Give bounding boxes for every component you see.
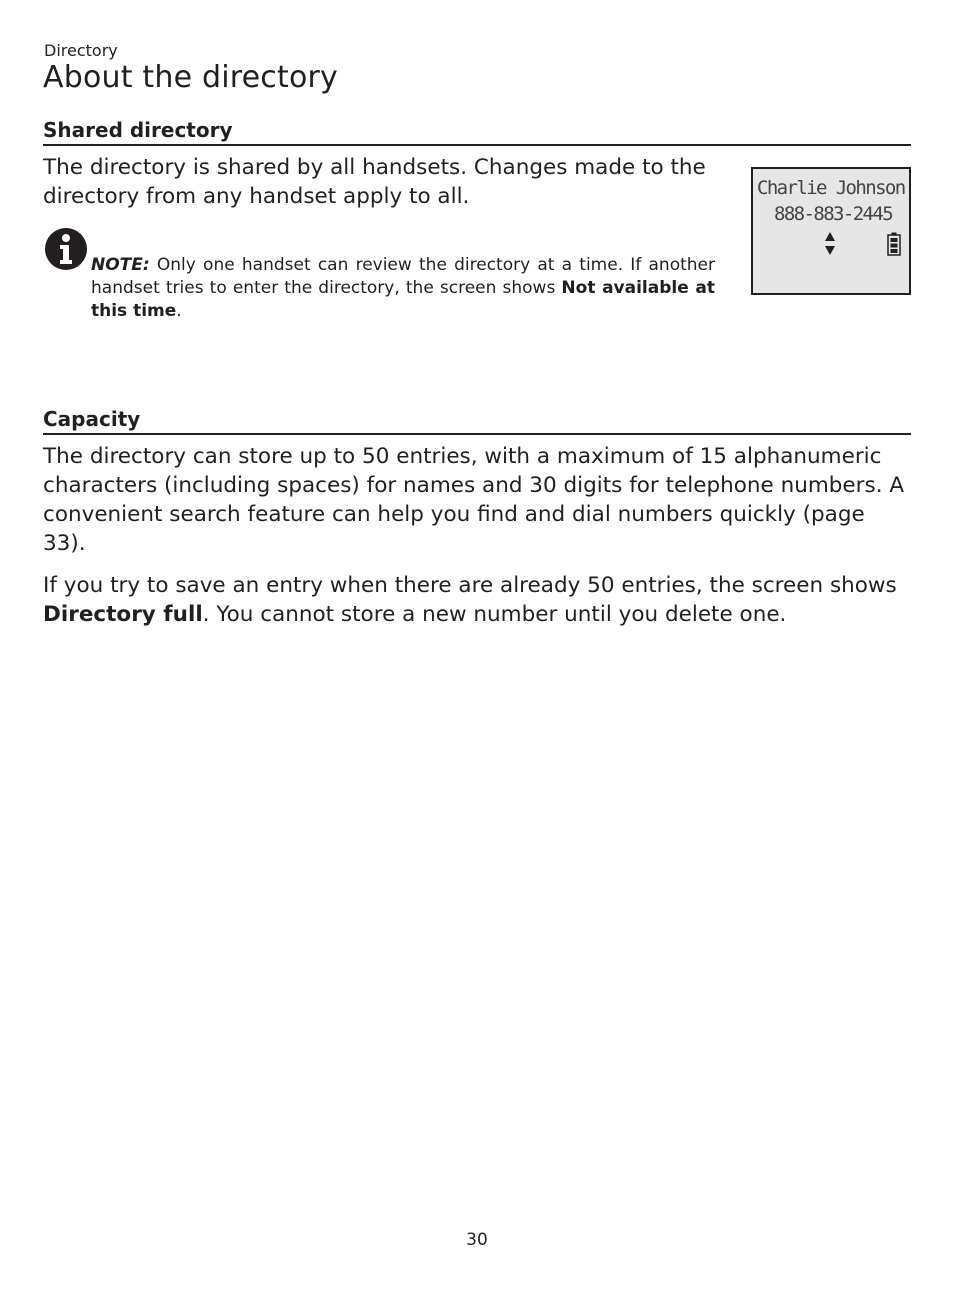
page-title: About the directory: [43, 60, 339, 95]
capacity-paragraph-1: The directory can store up to 50 entries, with a maximum of 15 alphanumeric characters (including spaces) for names and 30 digits for telephone numbers. A convenient search feature can help you find and dial numbers quickly (page 33).: [43, 444, 905, 556]
breadcrumb: Directory: [44, 41, 118, 60]
shared-paragraph: The directory is shared by all handsets. Changes made to the directory from any handset apply to all.: [43, 155, 706, 209]
note-text: [91, 254, 715, 323]
battery-icon: [887, 232, 901, 256]
up-down-arrow-icon: [823, 231, 837, 257]
capacity-paragraph-2-start: If you try to save an entry when there are already 50 entries, the screen shows: [43, 573, 897, 598]
screen-contact-number: 888-883-2445: [774, 203, 893, 225]
capacity-paragraph-2-end: . You cannot store a new number until you delete one.: [202, 602, 787, 627]
page-number: 30: [466, 1230, 488, 1250]
note-label: NOTE:: [91, 255, 150, 275]
note-screen-message: Not available at this time: [91, 278, 715, 321]
screen-contact-name: Charlie Johnson: [757, 177, 905, 199]
directory-full-message: Directory full: [43, 602, 203, 627]
info-icon: [44, 227, 88, 271]
section-heading-capacity: Capacity: [43, 407, 911, 435]
note-body: Only one handset can review the directory at a time. If another handset tries to enter the directory, the screen shows: [91, 255, 715, 298]
section-heading-shared: Shared directory: [43, 118, 911, 146]
capacity-paragraph-2: [43, 571, 911, 629]
handset-screen: [751, 167, 911, 295]
note-end: .: [176, 301, 182, 321]
